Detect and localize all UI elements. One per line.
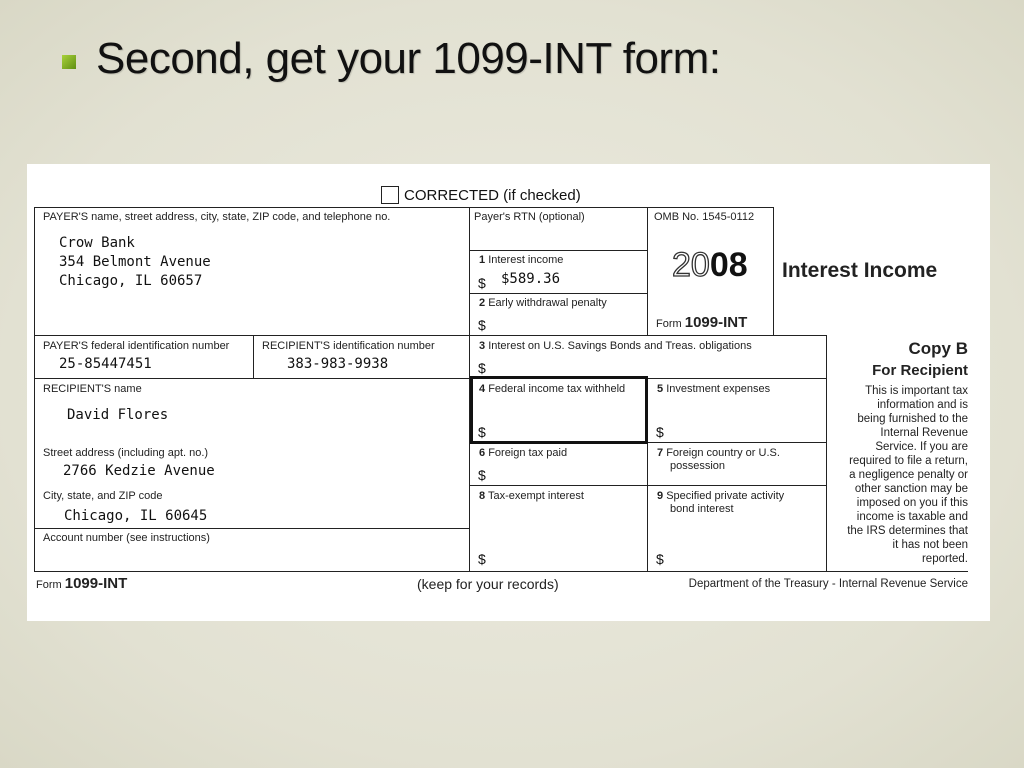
box5-text: Investment expenses	[666, 383, 771, 395]
street-label: Street address (including apt. no.)	[43, 447, 209, 459]
divider-notice	[826, 335, 827, 571]
box5-dollar: $	[656, 424, 664, 440]
recipient-id[interactable]: 383-983-9938	[287, 356, 389, 372]
notice-line: the IRS determines that	[847, 525, 968, 537]
box7-text: Foreign country or U.S.	[666, 447, 780, 459]
line-id-bottom	[34, 378, 826, 379]
omb-number: OMB No. 1545-0112	[654, 211, 755, 223]
box9-text: Specified private activity	[666, 490, 785, 502]
box3-dollar: $	[478, 360, 486, 376]
box4-dollar: $	[478, 424, 486, 440]
tax-year-suffix: 08	[709, 246, 748, 284]
form-name: 1099-INT	[684, 314, 748, 331]
notice-line: Internal Revenue	[880, 427, 968, 439]
slide-title	[62, 34, 720, 84]
footer-keep-records: (keep for your records)	[417, 576, 559, 592]
box8-dollar: $	[478, 551, 486, 567]
square-bullet-icon	[62, 55, 76, 69]
tax-year	[672, 246, 748, 285]
box2-dollar: $	[478, 317, 486, 333]
notice-line: Service. If you are	[875, 441, 968, 453]
payer-city: Chicago, IL 60657	[59, 273, 203, 289]
box4-label	[479, 383, 625, 395]
box6-text: Foreign tax paid	[488, 447, 568, 459]
notice-line: reported.	[921, 553, 968, 565]
copy-b-heading: Copy B	[908, 339, 968, 358]
box1-number: 1	[479, 254, 486, 266]
notice-line: imposed on you if this	[856, 497, 968, 509]
form-title: Interest Income	[782, 259, 938, 282]
box1-value[interactable]: $589.36	[501, 271, 561, 287]
city-label: City, state, and ZIP code	[43, 490, 163, 502]
tax-year-prefix: 20	[672, 246, 710, 284]
box1-dollar: $	[478, 275, 486, 291]
form-left-border	[34, 207, 35, 571]
box7-label	[657, 447, 780, 459]
box3-number: 3	[479, 340, 486, 352]
box5-label	[657, 383, 770, 395]
footer-department: Department of the Treasury - Internal Revenue Service	[688, 578, 968, 590]
box6-number: 6	[479, 447, 486, 459]
notice-line: information and is	[877, 399, 968, 411]
recipient-id-label: RECIPIENT'S identification number	[262, 340, 435, 352]
box8-number: 8	[479, 490, 486, 502]
box9-dollar: $	[656, 551, 664, 567]
recipient-name[interactable]: David Flores	[67, 407, 169, 423]
corrected-label: CORRECTED (if checked)	[404, 187, 581, 204]
payer-rtn-label: Payer's RTN (optional)	[474, 211, 585, 223]
box5-number: 5	[657, 383, 664, 395]
box9-label	[657, 490, 784, 502]
payer-info-label: PAYER'S name, street address, city, state, ZIP code, and telephone no.	[43, 211, 391, 223]
notice-line: other sanction may be	[854, 483, 968, 495]
slide-title-text: Second, get your 1099-INT form:	[96, 34, 721, 83]
notice-line: income is taxable and	[856, 511, 968, 523]
divider-id	[253, 335, 254, 378]
recipient-notice	[847, 384, 968, 566]
line-box6-bottom	[469, 485, 826, 486]
footer-form-word: Form	[36, 579, 62, 591]
form-id-top	[656, 314, 747, 331]
box6-dollar: $	[478, 467, 486, 483]
notice-line: required to file a return,	[849, 455, 968, 467]
box2-number: 2	[479, 297, 486, 309]
box9-number: 9	[657, 490, 664, 502]
box2-text: Early withdrawal penalty	[488, 297, 607, 309]
divider-omb-right	[773, 207, 774, 335]
line-account-top	[34, 528, 469, 529]
form-top-border	[34, 207, 774, 208]
box6-label	[479, 447, 567, 459]
line-box1-bottom	[469, 293, 647, 294]
notice-line: being furnished to the	[857, 413, 968, 425]
for-recipient-heading: For Recipient	[872, 362, 968, 379]
box7-number: 7	[657, 447, 664, 459]
line-payer-bottom	[34, 335, 826, 336]
payer-id[interactable]: 25-85447451	[59, 356, 152, 372]
recipient-street[interactable]: 2766 Kedzie Avenue	[63, 463, 215, 479]
box8-label	[479, 490, 584, 502]
box3-text: Interest on U.S. Savings Bonds and Treas. obligations	[488, 340, 752, 352]
box4-text: Federal income tax withheld	[488, 383, 626, 395]
form-bottom-border	[34, 571, 968, 572]
recipient-city[interactable]: Chicago, IL 60645	[64, 508, 208, 524]
form-1099-int	[27, 164, 990, 621]
box2-label	[479, 297, 607, 309]
notice-line: a negligence penalty or	[849, 469, 968, 481]
notice-line: it has not been	[892, 539, 968, 551]
divider-omb	[647, 207, 648, 335]
form-id-footer	[36, 575, 127, 592]
box1-label	[479, 254, 563, 266]
box1-text: Interest income	[488, 254, 564, 266]
corrected-checkbox[interactable]	[381, 186, 399, 204]
box7-text-2: possession	[670, 460, 726, 472]
box3-label	[479, 340, 752, 352]
payer-name: Crow Bank	[59, 235, 135, 251]
box8-text: Tax-exempt interest	[487, 490, 584, 502]
box4-number: 4	[479, 383, 486, 395]
form-word: Form	[656, 318, 682, 330]
footer-form-name: 1099-INT	[64, 575, 128, 592]
box9-text-2: bond interest	[670, 503, 734, 515]
recipient-name-label: RECIPIENT'S name	[43, 383, 142, 395]
line-rtn-bottom	[469, 250, 647, 251]
notice-line: This is important tax	[865, 385, 968, 397]
account-label: Account number (see instructions)	[43, 532, 210, 544]
payer-street: 354 Belmont Avenue	[59, 254, 211, 270]
payer-id-label: PAYER'S federal identification number	[43, 340, 230, 352]
